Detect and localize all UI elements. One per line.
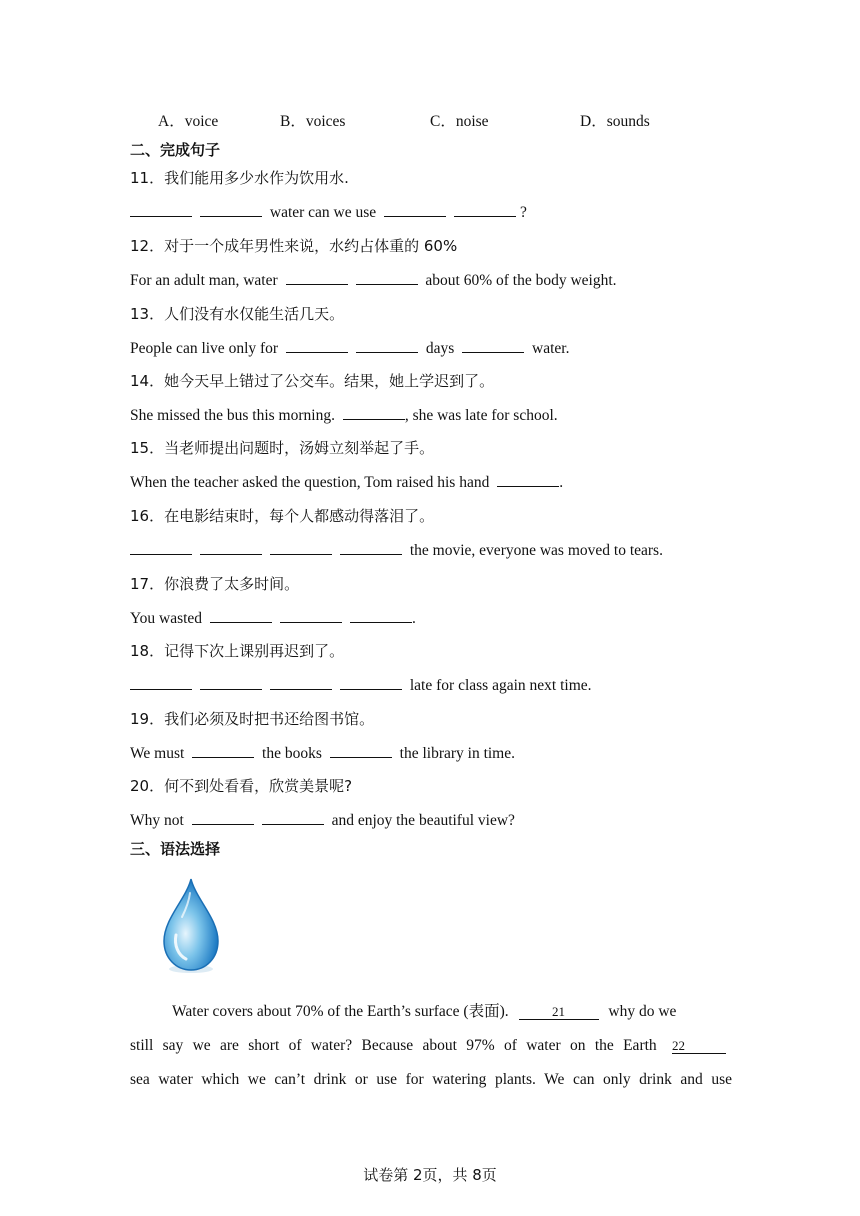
option-c: C．noise (430, 113, 489, 130)
answer-line: We must the books the library in time. (130, 745, 515, 762)
answer-blank[interactable] (130, 675, 192, 690)
passage-line: Water covers about 70% of the Earth’s surface (表面). 21 why do we (172, 1003, 677, 1020)
answer-blank[interactable] (210, 608, 272, 623)
answer-blank[interactable] (200, 202, 262, 217)
answer-blank[interactable] (286, 270, 348, 285)
answer-blank[interactable] (454, 202, 516, 217)
answer-blank[interactable] (130, 202, 192, 217)
question-prompt: 18．记得下次上课别再迟到了。 (130, 642, 345, 660)
answer-blank[interactable] (280, 608, 342, 623)
answer-blank[interactable] (270, 540, 332, 555)
passage-blank[interactable]: 22 (672, 1039, 726, 1054)
answer-line: Why not and enjoy the beautiful view? (130, 812, 515, 829)
answer-blank[interactable] (384, 202, 446, 217)
page-footer: 试卷第 2页，共 8页 (363, 1166, 497, 1184)
water-drop-icon (160, 877, 222, 975)
answer-blank[interactable] (270, 675, 332, 690)
answer-blank[interactable] (200, 675, 262, 690)
answer-line: You wasted . (130, 610, 416, 627)
answer-blank[interactable] (350, 608, 412, 623)
section-heading: 二、完成句子 (130, 141, 221, 159)
answer-blank[interactable] (262, 810, 324, 825)
answer-line: People can live only for days water. (130, 340, 570, 357)
question-prompt: 11．我们能用多少水作为饮用水. (130, 169, 349, 187)
answer-blank[interactable] (356, 338, 418, 353)
question-prompt: 12．对于一个成年男性来说，水约占体重的 60% (130, 237, 458, 255)
question-prompt: 19．我们必须及时把书还给图书馆。 (130, 710, 375, 728)
question-prompt: 20．何不到处看看，欣赏美景呢? (130, 777, 353, 795)
option-a: A．voice (158, 113, 219, 130)
question-prompt: 17．你浪费了太多时间。 (130, 575, 300, 593)
answer-blank[interactable] (340, 675, 402, 690)
option-d: D．sounds (580, 113, 650, 130)
answer-blank[interactable] (462, 338, 524, 353)
answer-blank[interactable] (130, 540, 192, 555)
answer-line: late for class again next time. (130, 675, 592, 696)
option-b: B．voices (280, 113, 346, 130)
answer-line: She missed the bus this morning. , she was late for school. (130, 407, 558, 424)
answer-line: When the teacher asked the question, Tom raised his hand . (130, 474, 564, 491)
passage-line: still say we are short of water? Because about 97% of water on the Earth 22 (130, 1036, 732, 1056)
question-prompt: 16．在电影结束时，每个人都感动得落泪了。 (130, 507, 435, 525)
answer-line: the movie, everyone was moved to tears. (130, 540, 663, 561)
answer-blank[interactable] (200, 540, 262, 555)
answer-line: water can we use ? (130, 202, 527, 223)
answer-blank[interactable] (340, 540, 402, 555)
answer-blank[interactable] (192, 810, 254, 825)
answer-blank[interactable] (356, 270, 418, 285)
answer-line: For an adult man, water about 60% of the body weight. (130, 272, 617, 289)
question-prompt: 13．人们没有水仅能生活几天。 (130, 305, 345, 323)
answer-blank[interactable] (192, 743, 254, 758)
answer-blank[interactable] (343, 405, 405, 420)
answer-blank[interactable] (286, 338, 348, 353)
passage-line: sea water which we can’t drink or use for watering plants. We can only drink and use (130, 1071, 732, 1088)
question-prompt: 15．当老师提出问题时，汤姆立刻举起了手。 (130, 439, 435, 457)
passage-blank[interactable]: 21 (519, 1005, 599, 1020)
answer-blank[interactable] (497, 472, 559, 487)
question-prompt: 14．她今天早上错过了公交车。结果，她上学迟到了。 (130, 372, 495, 390)
answer-blank[interactable] (330, 743, 392, 758)
section-heading: 三、语法选择 (130, 840, 221, 858)
